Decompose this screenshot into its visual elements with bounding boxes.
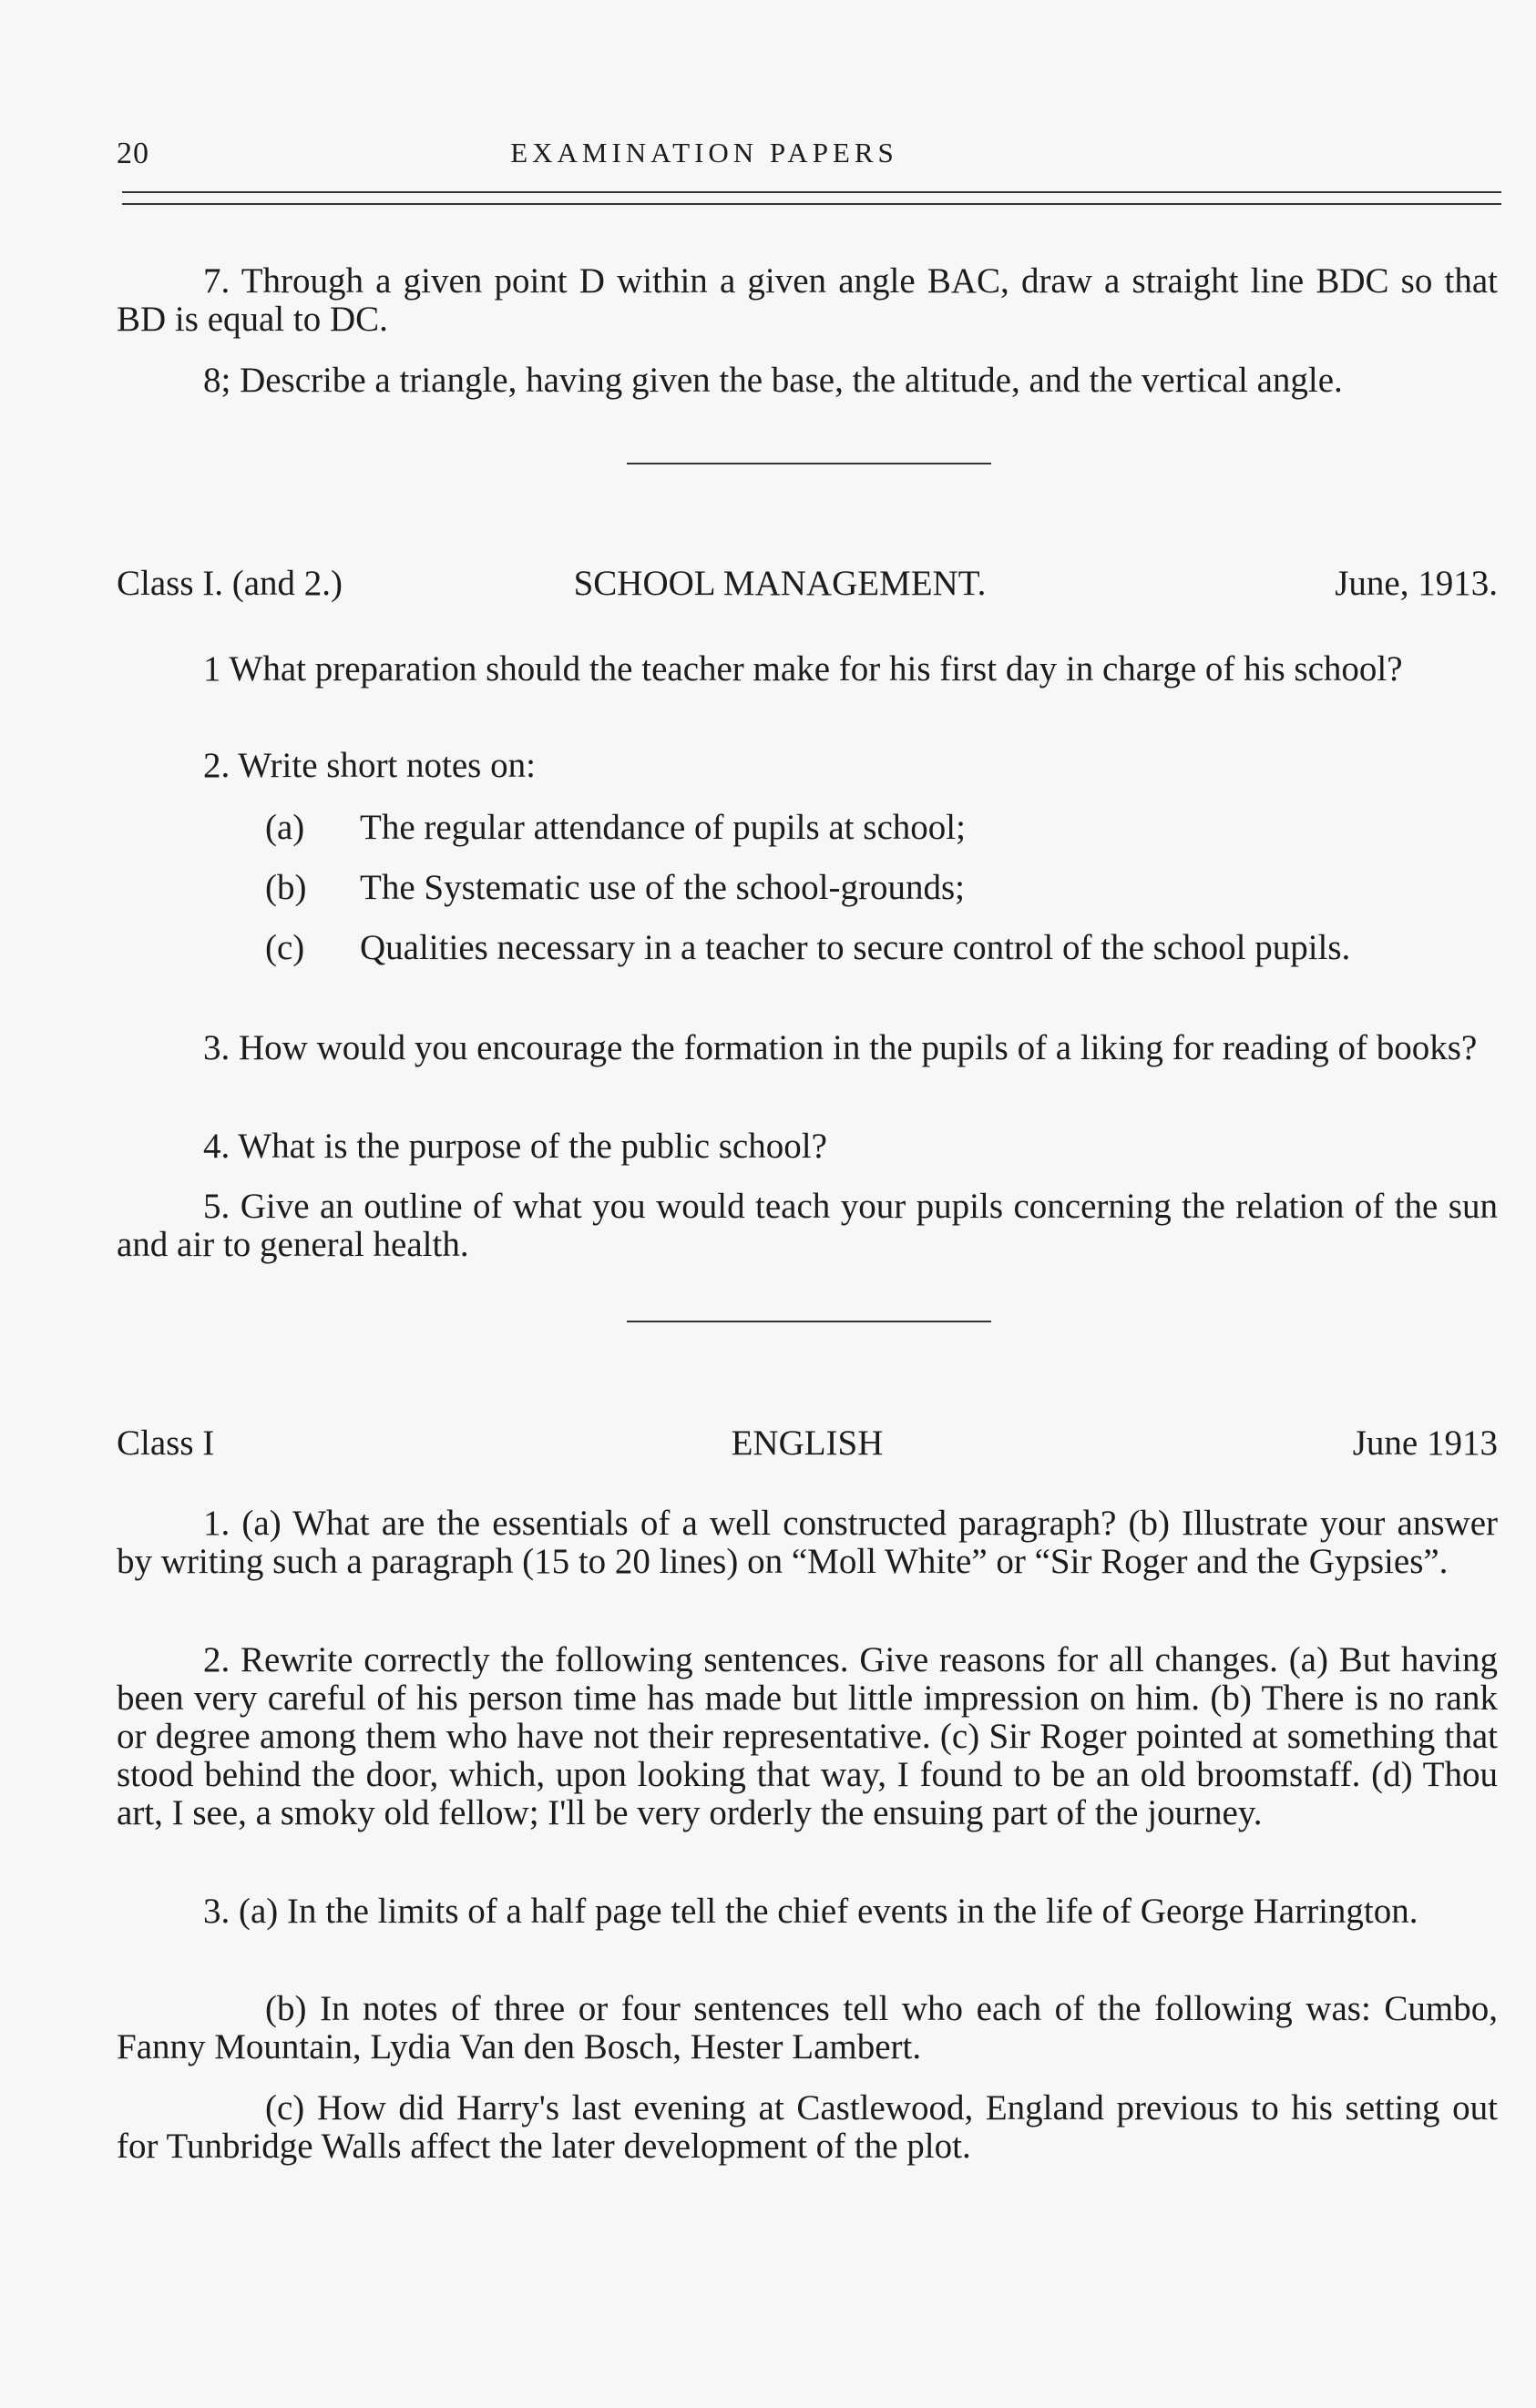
management-question-2c [117,929,1498,967]
geometry-question-7: 7. Through a given point D within a given angle BAC, draw a straight line BDC so that BD is equal to DC. [117,261,1498,339]
running-head [117,137,1501,182]
english-question-3b: (b) In notes of three or four sentences tell who each of the following was: Cumbo, Fanny Mountain, Lydia Van den Bosch, Hester Lambert. [117,1989,1498,2066]
management-question-2a [265,809,1498,847]
section-title: SCHOOL MANAGEMENT. [573,564,987,603]
management-question-2: 2. Write short notes on: [203,746,536,785]
management-question-4: 4. What is the purpose of the public school? [203,1127,827,1166]
sub-label: (a) [265,808,305,847]
sub-text: The Systematic use of the school-grounds; [360,868,965,907]
sub-text: Qualities necessary in a teacher to secure control of the school pupils. [360,928,1351,967]
exam-date: June, 1913. [1335,564,1498,603]
sub-label: (b) [265,868,307,907]
section-divider [627,1321,991,1322]
management-question-2b [265,869,1498,907]
english-heading [117,1423,1498,1468]
running-title: EXAMINATION PAPERS [510,137,898,168]
english-question-1: 1. (a) What are the essentials of a well constructed paragraph? (b) Illustrate your answer by writing such a paragraph (15 to 20 lines) on “Moll White” or “Sir Roger and the Gypsies”. [117,1504,1498,1581]
management-question-1: 1 What preparation should the teacher make for his first day in charge of his school? [203,649,1403,689]
management-question-5: 5. Give an outline of what you would teach your pupils concerning the relation of the sun and air to general health. [117,1187,1498,1264]
school-management-heading [117,563,1498,608]
english-question-2: 2. Rewrite correctly the following sentences. Give reasons for all changes. (a) But having been very careful of his person time has made but little impression on him. (b) There is no rank or degree among them who have not their representative. (c) Sir Roger pointed at something that stood behind the door, which, upon looking that way, I found to be an old broomstaff. (d) Thou art, I see, a smoky old fellow; I'll be very orderly the ensuing part of the journey. [117,1640,1498,1832]
header-double-rule [122,191,1501,208]
class-label: Class I [117,1423,215,1463]
section-title: ENGLISH [731,1423,884,1463]
section-divider [627,463,991,464]
class-label: Class I. (and 2.) [117,564,343,603]
english-question-3a: 3. (a) In the limits of a half page tell the chief events in the life of George Harrington. [203,1892,1418,1931]
page-number: 20 [117,137,149,170]
geometry-question-8: 8; Describe a triangle, having given the base, the altitude, and the vertical angle. [203,361,1343,400]
sub-text: The regular attendance of pupils at school; [360,808,966,847]
exam-date: June 1913 [1352,1423,1498,1463]
management-question-3: 3. How would you encourage the formation in the pupils of a liking for reading of books? [203,1028,1478,1067]
english-question-3c: (c) How did Harry's last evening at Castlewood, England previous to his setting out for Tunbridge Walls affect the later development of the plot. [117,2088,1498,2166]
sub-label: (c) [265,928,305,967]
